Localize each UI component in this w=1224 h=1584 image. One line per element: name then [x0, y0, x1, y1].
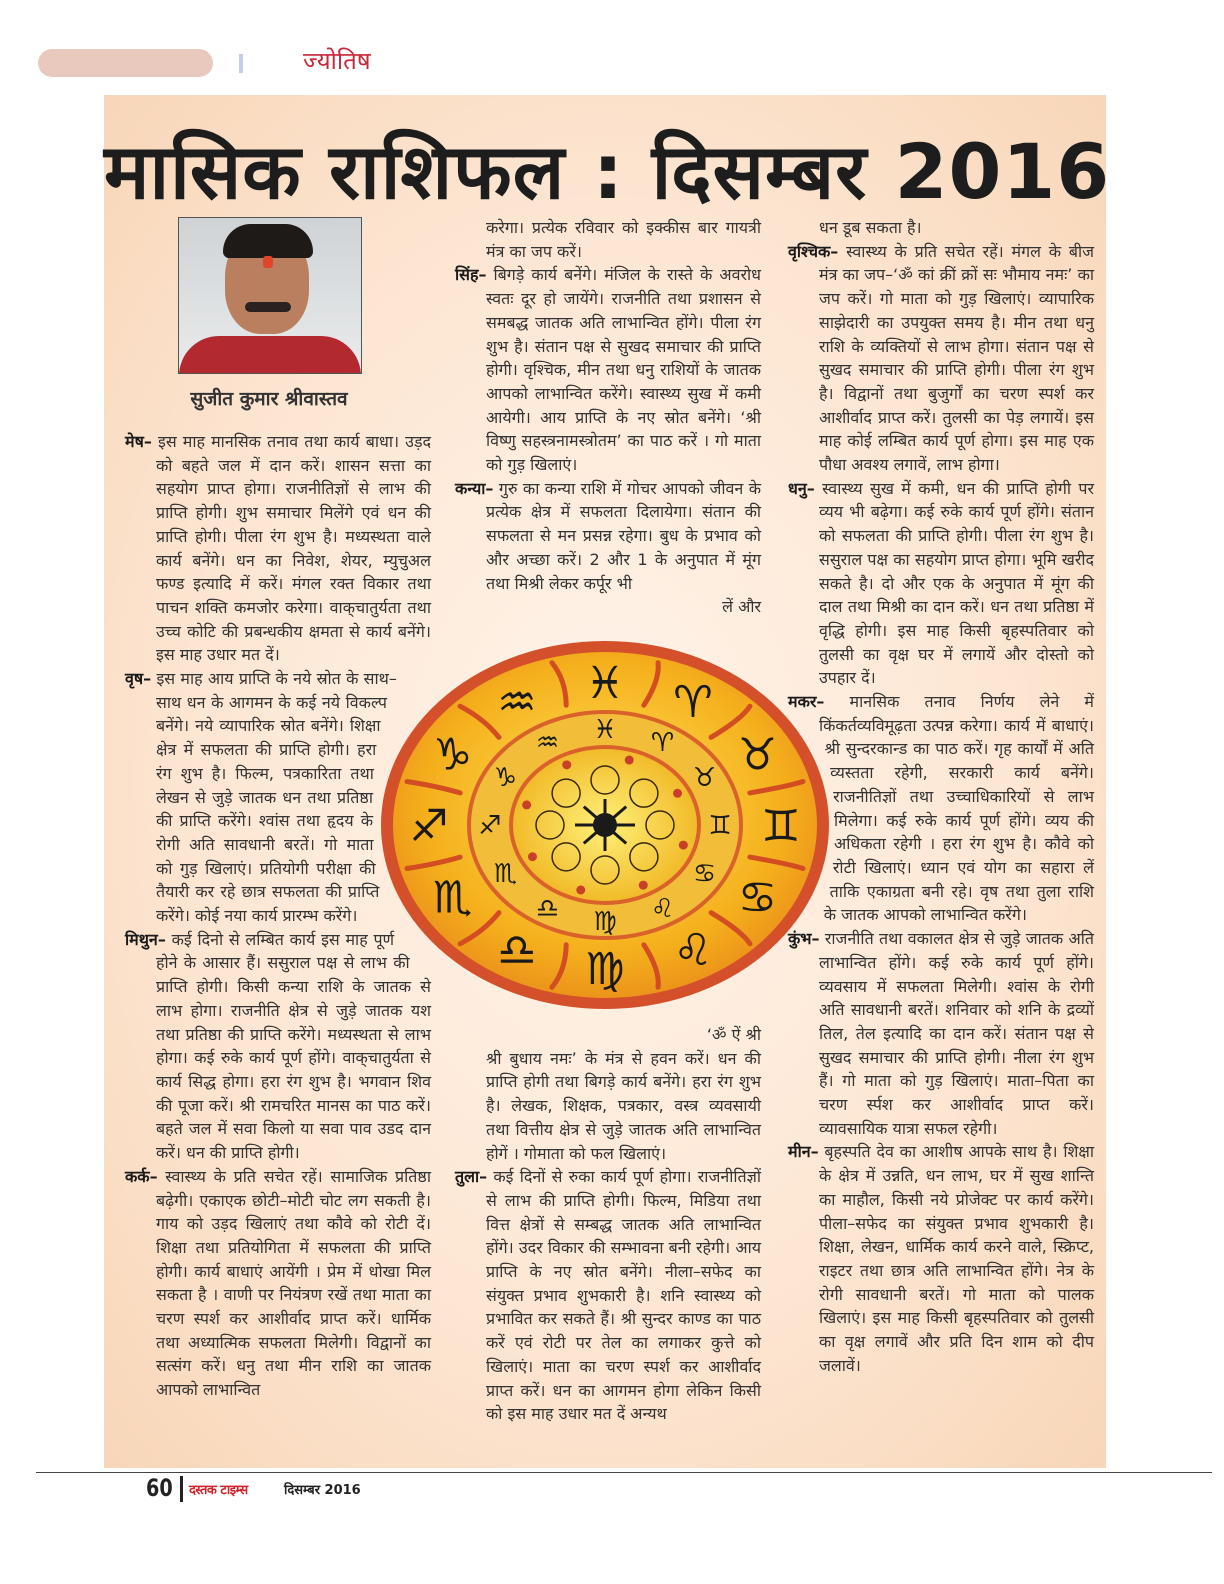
bead-ornament	[528, 852, 537, 861]
sign-text: कई दिनों से रुका कार्य पूर्ण होगा। राजनीतिज्ञों से लाभ की प्राप्ति होगी। फिल्म, मिडिया तथा वित्त क्षेत्रों से सम्बद्ध जातक अति लाभान्वित होंगे। उदर विकार की सम्भावना बनी रहेगी। आय प्राप्ति के नए स्रोत बनेंगे। नीला–सफेद का संयुक्त प्रभाव शुभकारी है। शनि स्वास्थ्य को प्रभावित कर सकते हैं। श्री सुन्दर काण्ड का पाठ करें एवं रोटी पर तेल का लगाकर कुत्ते को खिलाएं। माता का चरण स्पर्श कर आशीर्वाद प्राप्त करें। धन का आगमन होगा लेकिन किसी को इस माह उधार मत दें अन्यथ	[486, 1167, 762, 1424]
aries-ram-icon: ♈	[673, 677, 713, 729]
bead-ornament	[562, 760, 571, 769]
sign-label: कर्क–	[125, 1166, 158, 1186]
sign-text: राजनीति तथा वकालत क्षेत्र से जुड़े जातक अति लाभान्वित होंगे। कई रुके कार्य पूर्ण होंगे। व्यवसाय में सफलता मिलेगी। श्वांस के रोगी अति सावधानी बरतें। शनिवार को शनि के द्रव्यों तिल, तेल इत्यादि का दान करें। संतान पक्ष से सुखद समाचार की प्राप्ति होगी। नीला रंग शुभ हैं। गो माता को गुड़ खिलाएं। माता–पिता का चरण र्स्पश कर आशीर्वाद प्राप्त करें। व्यावसायिक यात्रा सफल रहेगी।	[819, 929, 1094, 1138]
scorpio-sign-icon: ♏	[493, 859, 518, 889]
footer-rule	[36, 1472, 1212, 1473]
sign-label: मकर–	[788, 692, 825, 712]
horoscope-kanya-tail: लें और	[722, 597, 761, 617]
virgo-sign-icon: ♍	[593, 907, 617, 937]
bead-ornament	[679, 841, 688, 850]
sign-label: धनु–	[788, 478, 815, 498]
cancer-crab-icon: ♋	[737, 872, 778, 924]
horoscope-dhanu	[788, 477, 1094, 690]
gemini-sign-icon: ♊	[708, 811, 732, 841]
sign-text: मानसिक तनाव निर्णय लेने में किंकर्तव्यविमूढ़ता उत्पन्न करेगा। कार्य में बाधाएं। श्री सुन्दरकान्ड का पाठ करें। गृह कार्यों में अति व्यस्तता रहेगी, सरकारी कार्य बनेंगे। राजनीतिज्ञों तथा उच्चाधिकारियों से लाभ मिलेगा। कई रुके कार्य पूर्ण होंगे। व्यय की अधिकता रहेगी । हरा रंग शुभ है। कौवे को रोटी खिलाएं। ध्यान एवं योग का सहारा लें ताकि एकाग्रता बनी रहे। वृष तथा तुला राशि के जातक आपको लाभान्वित करेंगे।	[819, 692, 1094, 925]
leo-sign-icon: ♌	[650, 894, 675, 925]
horoscope-kanya-continued: श्री बुधाय नमः’ के मंत्र से हवन करें। धन की प्राप्ति होगी तथा बिगड़े कार्य बनेंगे। हरा रंग शुभ है। लेखक, शिक्षक, पत्रकार, वस्त्र व्यवसायी तथा वित्तीय क्षेत्र से जुड़े जातक अति लाभान्वित होगें । गोमाता को फल खिलाएं।	[486, 1048, 761, 1163]
sign-text: गुरु का कन्या राशि में गोचर आपको जीवन के प्रत्येक क्षेत्र में सफलता दिलायेगा। संतान की सफलता से मन प्रसन्न रहेगा। बुध के प्रभाव को और अच्छा करें। 2 और 1 के अनुपात में मूंग तथा मिश्री लेकर कर्पूर भी	[486, 478, 761, 593]
sign-label: वृष–	[125, 669, 152, 689]
sign-text: कई दिनो से लम्बित कार्य इस माह पूर्ण होने के आसार हैं। ससुराल पक्ष से लाभ की प्राप्ति होगी। किसी कन्या राशि के जातक से लाभ होगा। राजनीति क्षेत्र से जुड़े जातक यश तथा प्रतिष्ठा की प्राप्ति करेंगे। मध्यस्थता से लाभ होगा। कई रुके कार्य पूर्ण होंगे। वाक्‌चातुर्यता से कार्य सिद्ध होगा। हरा रंग शुभ है। भगवान शिव की पूजा करें। श्री रामचरित मानस का पाठ करें। बहते जल में सवा किलो या सवा पाव उडद दान करें। धन की प्राप्ति होगी।	[156, 929, 431, 1163]
sign-text: स्वास्थ्य के प्रति सचेत रहें। सामाजिक प्रतिष्ठा बढ़ेगी। एकाएक छोटी–मोटी चोट लग सकती है। गाय को उड़द खिलाएं तथा कौवे को रोटी दें। शिक्षा तथा प्रतियोगिता में सफलता की प्राप्ति होगी। कार्य बाधाएं आयेंगी । प्रेम में धोखा मिल सकता है । वाणी पर नियंत्रण रखें तथा माता का चरण स्पर्श कर आशीर्वाद प्राप्त करें। धार्मिक तथा अध्यात्मिक सफलता मिलेगी। विद्वानों का सत्संग करें। धनु तथा मीन राशि का जातक आपको लाभान्वित	[156, 1166, 431, 1400]
horoscope-vrishchik	[788, 240, 1094, 477]
sagittarius-sign-icon: ♐	[478, 811, 502, 841]
libra-scales-icon: ♎	[497, 924, 537, 976]
zodiac-wheel-illustration	[378, 638, 832, 1012]
horoscope-mesh	[125, 430, 431, 667]
aquarius-sign-icon: ♒	[535, 727, 560, 758]
horoscope-kanya	[455, 477, 761, 596]
horoscope-makar	[788, 690, 1094, 927]
issue-date: दिसम्बर 2016	[284, 1483, 361, 1498]
sign-label: कुंभ–	[788, 929, 820, 949]
bead-ornament	[522, 800, 531, 809]
sign-text: इस माह मानसिक तनाव तथा कार्य बाधा। उड़द को बहते जल में दान करें। शासन सत्ता का सहयोग प्राप्त होगा। राजनीतिज्ञों से लाभ की प्राप्ति होगी। शुभ समाचार मिलेंगे एवं धन की प्राप्ति होगी। पीला रंग शुभ है। मध्यस्थता वाले कार्य बनेंगे। धन का निवेश, शेयर, म्युचुअल फण्ड इत्यादि में करें। मंगल रक्त विकार तथा पाचन शक्ति कमजोर करेगा। वाक्‌चातुर्यता तथा उच्च कोटि की प्रबन्धकीय क्षमता से कार्य बनेंगे। इस माह उधार मत दें।	[156, 432, 431, 665]
libra-sign-icon: ♎	[535, 894, 560, 925]
sign-label: कन्या–	[455, 478, 494, 498]
author-photo	[178, 217, 362, 374]
footer-divider	[180, 1476, 183, 1502]
bead-ornament	[673, 789, 682, 798]
magazine-logo: दस्तक टाइम्स	[189, 1483, 248, 1498]
sign-text: बृहस्पति देव का आशीष आपके साथ है। शिक्षा के क्षेत्र में उन्नति, धन लाभ, घर में सुख शान्ति का माहौल, किसी नये प्रोजेक्ट पर कार्य करेंगे। पीला–सफेद का संयुक्त प्रभाव शुभकारी है। शिक्षा, लेखन, धार्मिक कार्य करने वाले, स्क्रिप्ट, राइटर तथा छात्र अति लाभान्वित होंगे। नेत्र के रोगी सावधानी बरतें। गो माता को पालक खिलाएं। इस माह किसी बृहस्पतिवार को तुलसी का वृक्ष लगावें और प्रति दिन शाम को दीप जलावें।	[819, 1142, 1094, 1375]
sign-label: मीन–	[788, 1142, 819, 1162]
sign-text: बिगड़े कार्य बनेंगे। मंजिल के रास्ते के अवरोध स्वतः दूर हो जायेंगे। राजनीति तथा प्रशासन से समबद्ध जातक अति लाभान्वित होंगे। पीला रंग शुभ है। संतान पक्ष से सुखद समाचार की प्राप्ति होगी। वृश्चिक, मीन तथा धनु राशियों के जातक आपको लाभान्वित करेंगे। स्वास्थ्य सुख में कमी आयेगी। आय प्राप्ति के नए स्रोत बनेंगे। ‘श्री विष्णु सहस्त्रनामस्त्रोतम’ का पाठ करें । गो माता को गुड़ खिलाएं।	[486, 265, 761, 475]
pisces-sign-icon: ♓	[593, 715, 617, 745]
bead-ornament	[576, 885, 585, 894]
author-name: सुजीत कुमार श्रीवास्तव	[190, 388, 348, 410]
horoscope-tula	[455, 1165, 761, 1426]
gemini-twins-icon: ♊	[761, 801, 801, 852]
sun-rays-icon	[575, 799, 635, 851]
sign-label: तुला–	[455, 1167, 488, 1187]
column-3	[788, 216, 1094, 1377]
bead-ornament	[639, 881, 648, 890]
horoscope-kark-continued: करेगा। प्रत्येक रविवार को इक्कीस बार गायत्री मंत्र का जप करें।	[486, 218, 761, 261]
capricorn-sign-icon: ♑	[493, 763, 518, 793]
leo-lion-icon: ♌	[673, 924, 713, 976]
sign-label: सिंह–	[455, 265, 487, 285]
scorpio-scorpion-icon: ♏	[432, 872, 473, 924]
aquarius-waterbearer-icon: ♒	[497, 677, 537, 729]
sign-label: मिथुन–	[125, 929, 166, 949]
column-2-bottom	[455, 1023, 761, 1426]
horoscope-meen	[788, 1140, 1094, 1377]
sign-text: स्वास्थ्य के प्रति सचेत रहें। मंगल के बीज मंत्र का जप–‘ॐ कां क्रीं क्रों सः भौमाय नमः’ का जप करें। गो माता को गुड़ खिलाएं। व्यापारिक साझेदारी का उपयुक्त समय है। मीन तथा धनु राशि के व्यक्तियों से लाभ होगा। संतान पक्ष से सुखद समाचार की प्राप्ति होगी। पीला रंग शुभ है। विद्वानों तथा बुजुर्गों का चरण स्पर्श कर आशीर्वाद प्राप्त करें। तुलसी का पेड़ लगायें। इस माह कोई लम्बित कार्य पूर्ण होगा। इस माह एक पौधा अवश्य लगावें, लाभ होगा।	[819, 241, 1094, 475]
taurus-bull-icon: ♉	[737, 729, 778, 781]
cancer-sign-icon: ♋	[692, 859, 717, 889]
sagittarius-archer-icon: ♐	[409, 801, 449, 852]
sign-text: इस माह आय प्राप्ति के नये स्रोत के साथ–साथ धन के आगमन के कई नये विकल्प बनेंगे। नये व्यापारिक स्रोत बनेंगे। शिक्षा क्षेत्र में सफलता की प्राप्ति होगी। हरा रंग शुभ है। फिल्म, पत्रकारिता तथा लेखन से जुड़े जातक धन तथा प्रतिष्ठा की प्राप्ति करेंगे। श्वांस तथा हृदय के रोगी अति सावधानी बरतें। गो माता को गुड़ खिलाएं। प्रतियोगी परीक्षा की तैयारी कर रहे छात्र सफलता की प्राप्ति करेंगे। कोई नया कार्य प्रारम्भ करेंगे।	[156, 669, 397, 926]
sign-text: स्वास्थ्य सुख में कमी, धन की प्राप्ति होगी पर व्यय भी बढ़ेगा। कई रुके कार्य पूर्ण होंगे। संतान को सफलता की प्राप्ति होगी। पीला रंग शुभ है। ससुराल पक्ष का सहयोग प्राप्त होगा। भूमि खरीद सकते है। दो और एक के अनुपात में मूंग की दाल तथा मिश्री का दान करें। धन तथा प्रतिष्ठा में वृद्धि होगी। इस माह किसी बृहस्पतिवार को तुलसी का वृक्ष घर में लगायें और दोस्तो को उपहार दें।	[819, 478, 1094, 688]
taurus-sign-icon: ♉	[692, 763, 717, 793]
virgo-maiden-icon: ♍	[585, 944, 625, 995]
horoscope-kumbh	[788, 927, 1094, 1140]
header-divider	[239, 54, 243, 73]
column-2-top	[455, 216, 761, 619]
pisces-fish-icon: ♓	[585, 658, 625, 709]
page-title: मासिक राशिफल : दिसम्बर 2016	[104, 127, 1111, 216]
section-title: ज्योतिष	[303, 47, 371, 75]
aries-sign-icon: ♈	[650, 727, 675, 758]
horoscope-tula-continued: धन डूब सकता है।	[819, 218, 922, 237]
capricorn-goat-icon: ♑	[432, 729, 473, 781]
sign-label: वृश्चिक–	[788, 241, 839, 261]
sign-label: मेष–	[125, 432, 152, 451]
horoscope-kark	[125, 1165, 431, 1402]
header-decoration-pill	[38, 49, 213, 77]
horoscope-kanya-mantra-start: ‘ॐ ऐं श्री	[706, 1025, 761, 1044]
page-number: 60	[146, 1474, 173, 1502]
bead-ornament	[625, 756, 634, 765]
horoscope-simha	[455, 263, 761, 476]
